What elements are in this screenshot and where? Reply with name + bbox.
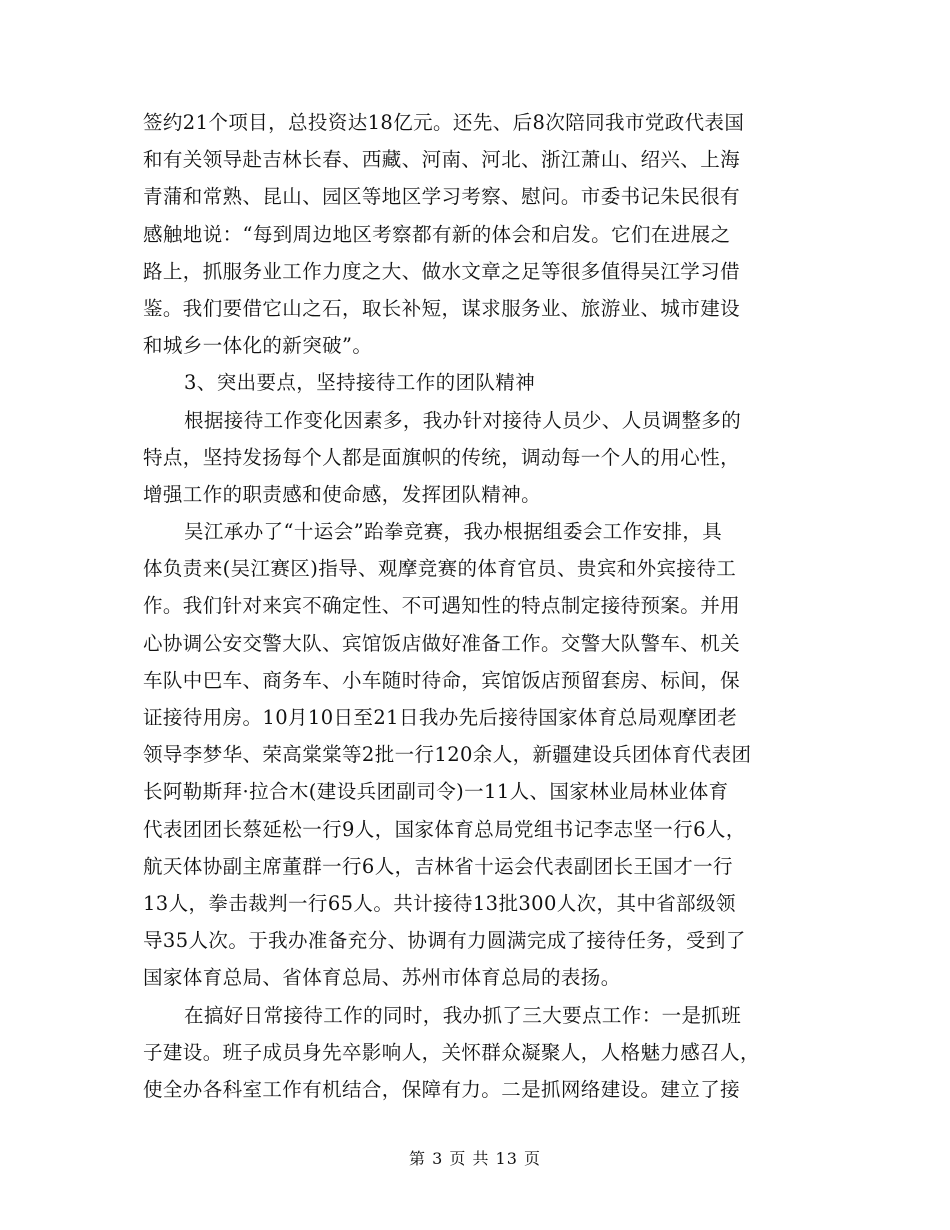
section-heading: 3、突出要点，坚持接待工作的团队精神 [184, 371, 536, 395]
text-line: 鉴。我们要借它山之石，取长补短，谋求服务业、旅游业、城市建设 [143, 296, 741, 320]
text-line: 在搞好日常接待工作的同时，我办抓了三大要点工作：一是抓班 [184, 1003, 742, 1027]
text-line: 特点，坚持发扬每个人都是面旗帜的传统，调动每一个人的用心性， [143, 445, 741, 469]
text-line: 导35人次。于我办准备充分、协调有力圆满完成了接待任务，受到了 [143, 929, 746, 953]
text-line: 作。我们针对来宾不确定性、不可遇知性的特点制定接待预案。并用 [143, 594, 741, 618]
text-line: 签约21个项目，总投资达18亿元。还先、后8次陪同我市党政代表国 [143, 111, 745, 134]
page-number-footer: 第 3 页 共 13 页 [409, 1149, 541, 1168]
text-line: 体负责来(吴江赛区)指导、观摩竞赛的体育官员、贵宾和外宾接待工 [143, 557, 737, 581]
text-line: 根据接待工作变化因素多，我办针对接待人员少、人员调整多的 [184, 408, 742, 432]
text-line: 使全办各科室工作有机结合，保障有力。二是抓网络建设。建立了接 [143, 1077, 741, 1101]
text-line: 子建设。班子成员身先卒影响人，关怀群众凝聚人，人格魅力感召人， [143, 1040, 760, 1064]
text-line: 航天体协副主席董群一行6人，吉林省十运会代表副团长王国才一行 [143, 854, 733, 878]
body-text [143, 104, 803, 1108]
text-line: 国家体育总局、省体育总局、苏州市体育总局的表扬。 [143, 966, 621, 990]
text-line: 长阿勒斯拜·拉合木(建设兵团副司令)一11人、国家林业局林业体育 [143, 780, 729, 804]
text-line: 证接待用房。10月10日至21日我办先后接待国家体育总局观摩团老 [143, 706, 738, 729]
text-line: 吴江承办了“十运会”跆拳竞赛，我办根据组委会工作安排，具 [184, 520, 723, 544]
text-line: 和城乡一体化的新突破”。 [143, 334, 373, 358]
text-line: 领导李梦华、荣高棠棠等2批一行120余人，新疆建设兵团体育代表团 [143, 743, 752, 767]
text-line: 增强工作的职责感和使命感，发挥团队精神。 [143, 482, 542, 506]
text-line: 和有关领导赴吉林长春、西藏、河南、河北、浙江萧山、绍兴、上海 [143, 148, 741, 172]
text-line: 13人，拳击裁判一行65人。共计接待13批300人次，其中省部级领 [143, 891, 736, 915]
text-line: 感触地说：“每到周边地区考察都有新的体会和启发。它们在进展之 [143, 222, 731, 246]
text-line: 心协调公安交警大队、宾馆饭店做好准备工作。交警大队警车、机关 [143, 631, 741, 655]
text-line: 青蒲和常熟、昆山、园区等地区学习考察、慰问。市委书记朱民很有 [143, 185, 741, 209]
text-line: 车队中巴车、商务车、小车随时待命，宾馆饭店预留套房、标间，保 [143, 668, 741, 692]
text-line: 路上，抓服务业工作力度之大、做水文章之足等很多值得吴江学习借 [143, 259, 741, 283]
text-line: 代表团团长蔡延松一行9人，国家体育总局党组书记李志坚一行6人， [143, 817, 746, 841]
